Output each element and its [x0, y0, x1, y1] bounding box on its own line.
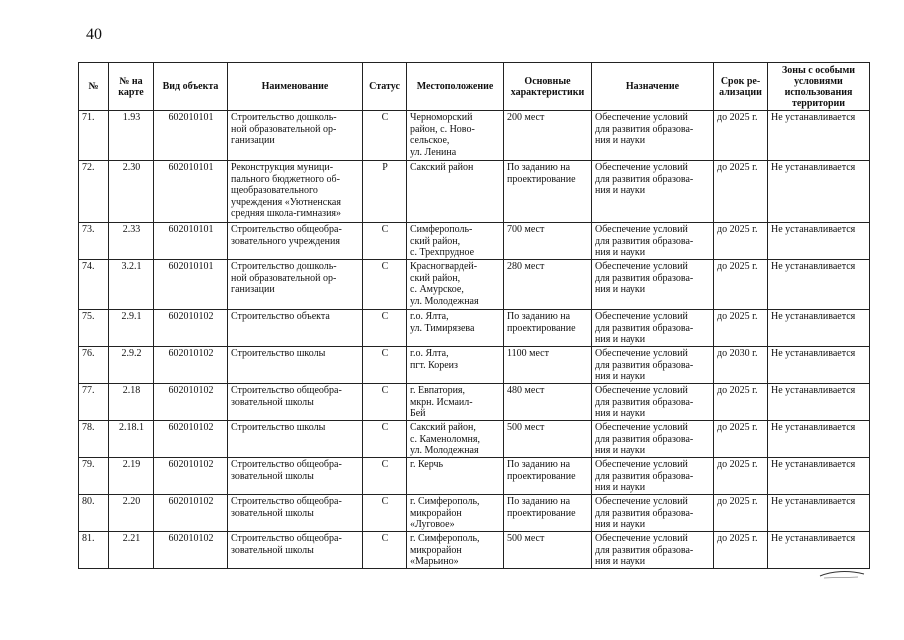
table-row — [79, 421, 870, 458]
cell-location-line: ул. Тимирязева — [410, 322, 475, 334]
cell-location-line: г. Керчь — [410, 459, 444, 470]
table-header-row — [79, 63, 870, 111]
cell-name — [228, 111, 363, 161]
cell-purpose-line: ния и науки — [595, 556, 646, 568]
cell-map-num: 2.9.1 — [109, 310, 154, 347]
cell-location-line: с. Каменоломня, — [410, 433, 480, 445]
cell-purpose-line: ния и науки — [595, 408, 646, 420]
cell-characteristics — [504, 223, 592, 260]
cell-name — [228, 161, 363, 223]
cell-characteristics — [504, 260, 592, 310]
cell-object-type: 602010102 — [154, 495, 228, 532]
cell-name-line: Строительство общеобра- — [231, 224, 342, 235]
cell-num: 76. — [79, 347, 109, 384]
cell-location-line: Черноморский — [410, 112, 473, 123]
cell-num: 74. — [79, 260, 109, 310]
table-row — [79, 111, 870, 161]
cell-location-line: г. Симферополь, — [410, 496, 480, 507]
cell-name-line: Строительство объекта — [231, 311, 330, 322]
cell-purpose-line: для развития образова- — [595, 470, 694, 482]
cell-location — [407, 260, 504, 310]
cell-num: 80. — [79, 495, 109, 532]
cell-object-type: 602010102 — [154, 458, 228, 495]
cell-purpose-line: ния и науки — [595, 185, 646, 197]
cell-characteristics-line: По заданию на — [507, 459, 571, 470]
cell-location-line: сельское, — [410, 135, 450, 147]
cell-map-num: 2.20 — [109, 495, 154, 532]
cell-purpose-line: для развития образова- — [595, 396, 694, 408]
cell-location-line: микрорайон — [410, 507, 462, 519]
cell-location-line: «Луговое» — [410, 519, 455, 531]
cell-purpose-line: ния и науки — [595, 519, 646, 531]
table-row — [79, 532, 870, 569]
cell-purpose-line: Обеспечение условий — [595, 311, 688, 322]
cell-characteristics-line: проектирование — [507, 470, 576, 482]
cell-status: С — [363, 458, 407, 495]
cell-characteristics-line: проектирование — [507, 507, 576, 519]
cell-name-line: Строительство общеобра- — [231, 385, 342, 396]
cell-purpose-line: ния и науки — [595, 371, 646, 383]
cell-location-line: Сакский район — [410, 162, 474, 173]
cell-purpose — [592, 111, 714, 161]
table-row — [79, 310, 870, 347]
table-row — [79, 347, 870, 384]
cell-map-num: 2.18.1 — [109, 421, 154, 458]
table-row — [79, 161, 870, 223]
cell-characteristics — [504, 310, 592, 347]
cell-status: С — [363, 495, 407, 532]
cell-name-line: Строительство дошколь- — [231, 261, 337, 272]
cell-object-type: 602010102 — [154, 421, 228, 458]
cell-purpose-line: Обеспечение условий — [595, 533, 688, 544]
cell-zones: Не устанавливается — [768, 384, 870, 421]
cell-map-num: 1.93 — [109, 111, 154, 161]
header-characteristics: Основные характеристики — [504, 63, 592, 111]
cell-map-num: 2.33 — [109, 223, 154, 260]
cell-deadline: до 2025 г. — [714, 111, 768, 161]
cell-name-line: ной образовательной ор- — [231, 272, 337, 284]
cell-purpose-line: ния и науки — [595, 247, 646, 259]
cell-name-line: ганизации — [231, 135, 275, 147]
cell-deadline: до 2025 г. — [714, 458, 768, 495]
cell-characteristics-line: 500 мест — [507, 422, 545, 433]
cell-location — [407, 458, 504, 495]
cell-purpose-line: для развития образова- — [595, 433, 694, 445]
cell-zones: Не устанавливается — [768, 458, 870, 495]
cell-location-line: г.о. Ялта, — [410, 348, 449, 359]
cell-deadline: до 2025 г. — [714, 495, 768, 532]
cell-num: 73. — [79, 223, 109, 260]
table-row — [79, 495, 870, 532]
cell-characteristics — [504, 347, 592, 384]
cell-location — [407, 532, 504, 569]
cell-name-line: Строительство дошколь- — [231, 112, 337, 123]
cell-status: С — [363, 260, 407, 310]
cell-location — [407, 310, 504, 347]
cell-characteristics-line: 200 мест — [507, 112, 545, 123]
cell-name-line: ганизации — [231, 284, 275, 296]
cell-characteristics — [504, 384, 592, 421]
cell-purpose — [592, 421, 714, 458]
cell-characteristics — [504, 421, 592, 458]
cell-characteristics-line: 1100 мест — [507, 348, 549, 359]
cell-zones: Не устанавливается — [768, 111, 870, 161]
cell-object-type: 602010101 — [154, 260, 228, 310]
table-body — [79, 111, 870, 569]
cell-characteristics — [504, 111, 592, 161]
cell-map-num: 2.30 — [109, 161, 154, 223]
cell-status: С — [363, 421, 407, 458]
header-object-type: Вид объекта — [154, 63, 228, 111]
cell-status: С — [363, 310, 407, 347]
cell-purpose-line: для развития образова- — [595, 507, 694, 519]
cell-location — [407, 111, 504, 161]
cell-purpose-line: Обеспечение условий — [595, 112, 688, 123]
cell-deadline: до 2025 г. — [714, 310, 768, 347]
cell-deadline: до 2025 г. — [714, 421, 768, 458]
cell-zones: Не устанавливается — [768, 310, 870, 347]
cell-num: 77. — [79, 384, 109, 421]
header-num: № — [79, 63, 109, 111]
cell-zones: Не устанавливается — [768, 495, 870, 532]
signature-mark — [818, 568, 868, 580]
cell-object-type: 602010101 — [154, 161, 228, 223]
cell-location-line: г.о. Ялта, — [410, 311, 449, 322]
cell-purpose-line: ния и науки — [595, 135, 646, 147]
cell-status: С — [363, 223, 407, 260]
cell-num: 71. — [79, 111, 109, 161]
cell-name-line: Строительство общеобра- — [231, 459, 342, 470]
cell-object-type: 602010101 — [154, 223, 228, 260]
cell-name-line: зовательной школы — [231, 507, 314, 519]
cell-deadline: до 2025 г. — [714, 223, 768, 260]
cell-name-line: Строительство школы — [231, 422, 326, 433]
cell-characteristics-line: проектирование — [507, 322, 576, 334]
table-row — [79, 384, 870, 421]
cell-characteristics-line: По заданию на — [507, 496, 571, 507]
cell-name — [228, 421, 363, 458]
cell-status: С — [363, 347, 407, 384]
cell-characteristics-line: По заданию на — [507, 311, 571, 322]
cell-name — [228, 532, 363, 569]
cell-zones: Не устанавливается — [768, 532, 870, 569]
cell-deadline: до 2025 г. — [714, 161, 768, 223]
cell-purpose — [592, 223, 714, 260]
cell-zones: Не устанавливается — [768, 223, 870, 260]
cell-deadline: до 2025 г. — [714, 260, 768, 310]
cell-zones: Не устанавливается — [768, 421, 870, 458]
cell-purpose-line: Обеспечение условий — [595, 261, 688, 272]
cell-map-num: 2.18 — [109, 384, 154, 421]
cell-purpose-line: ния и науки — [595, 334, 646, 346]
cell-map-num: 2.9.2 — [109, 347, 154, 384]
cell-deadline: до 2025 г. — [714, 384, 768, 421]
cell-characteristics-line: По заданию на — [507, 162, 571, 173]
cell-location — [407, 347, 504, 384]
cell-location — [407, 495, 504, 532]
cell-name-line: пального бюджетного об- — [231, 173, 340, 185]
cell-location — [407, 421, 504, 458]
cell-status: Р — [363, 161, 407, 223]
cell-purpose — [592, 384, 714, 421]
cell-characteristics-line: 500 мест — [507, 533, 545, 544]
cell-name-line: зовательной школы — [231, 544, 314, 556]
cell-location-line: ский район, — [410, 272, 461, 284]
cell-location-line: пгт. Кореиз — [410, 359, 458, 371]
page-number: 40 — [86, 26, 102, 43]
cell-name-line: щеобразовательного — [231, 185, 318, 197]
cell-purpose-line: Обеспечение условий — [595, 162, 688, 173]
cell-map-num: 2.19 — [109, 458, 154, 495]
cell-num: 72. — [79, 161, 109, 223]
cell-name-line: Строительство общеобра- — [231, 533, 342, 544]
cell-location-line: ский район, — [410, 235, 461, 247]
cell-purpose — [592, 347, 714, 384]
cell-name — [228, 495, 363, 532]
cell-name — [228, 223, 363, 260]
header-zones: Зоны с особыми условиями использования территории — [768, 63, 870, 111]
header-status: Статус — [363, 63, 407, 111]
cell-purpose-line: Обеспечение условий — [595, 496, 688, 507]
cell-purpose-line: ния и науки — [595, 445, 646, 457]
header-purpose: Назначение — [592, 63, 714, 111]
cell-purpose — [592, 310, 714, 347]
cell-status: С — [363, 532, 407, 569]
header-deadline: Срок ре- ализации — [714, 63, 768, 111]
cell-location — [407, 384, 504, 421]
cell-location — [407, 223, 504, 260]
cell-location-line: с. Трехпрудное — [410, 247, 475, 259]
cell-num: 78. — [79, 421, 109, 458]
cell-purpose-line: для развития образова- — [595, 544, 694, 556]
cell-location-line: микрорайон — [410, 544, 462, 556]
cell-name-line: учреждения «Уютненская — [231, 196, 341, 208]
cell-name-line: зовательной школы — [231, 470, 314, 482]
cell-location-line: г. Симферополь, — [410, 533, 480, 544]
cell-purpose — [592, 161, 714, 223]
cell-name — [228, 347, 363, 384]
cell-map-num: 2.21 — [109, 532, 154, 569]
cell-num: 79. — [79, 458, 109, 495]
cell-purpose-line: для развития образова- — [595, 123, 694, 135]
cell-name-line: Реконструкция муници- — [231, 162, 334, 173]
cell-characteristics-line: 280 мест — [507, 261, 545, 272]
cell-location-line: район, с. Ново- — [410, 123, 475, 135]
cell-purpose — [592, 260, 714, 310]
cell-purpose — [592, 495, 714, 532]
cell-object-type: 602010101 — [154, 111, 228, 161]
cell-location — [407, 161, 504, 223]
cell-purpose-line: ния и науки — [595, 284, 646, 296]
header-name: Наименование — [228, 63, 363, 111]
cell-characteristics — [504, 161, 592, 223]
table-row — [79, 223, 870, 260]
cell-num: 81. — [79, 532, 109, 569]
cell-deadline: до 2025 г. — [714, 532, 768, 569]
cell-deadline: до 2030 г. — [714, 347, 768, 384]
cell-name — [228, 458, 363, 495]
header-location: Местоположение — [407, 63, 504, 111]
table-row — [79, 458, 870, 495]
cell-purpose-line: Обеспечение условий — [595, 224, 688, 235]
cell-name-line: зовательного учреждения — [231, 235, 340, 247]
cell-name — [228, 384, 363, 421]
cell-object-type: 602010102 — [154, 532, 228, 569]
cell-name-line: Строительство школы — [231, 348, 326, 359]
cell-location-line: Красногвардей- — [410, 261, 478, 272]
cell-location-line: Симферополь- — [410, 224, 473, 235]
cell-name-line: Строительство общеобра- — [231, 496, 342, 507]
cell-purpose-line: для развития образова- — [595, 322, 694, 334]
cell-location-line: Сакский район, — [410, 422, 476, 433]
cell-location-line: ул. Ленина — [410, 146, 457, 158]
cell-purpose-line: для развития образова- — [595, 235, 694, 247]
cell-name-line: зовательной школы — [231, 396, 314, 408]
cell-num: 75. — [79, 310, 109, 347]
cell-purpose-line: Обеспечение условий — [595, 348, 688, 359]
cell-characteristics — [504, 458, 592, 495]
cell-characteristics-line: 700 мест — [507, 224, 545, 235]
cell-object-type: 602010102 — [154, 310, 228, 347]
cell-purpose-line: Обеспечение условий — [595, 422, 688, 433]
cell-map-num: 3.2.1 — [109, 260, 154, 310]
cell-purpose-line: для развития образова- — [595, 272, 694, 284]
cell-location-line: ул. Молодежная — [410, 295, 479, 307]
table-row — [79, 260, 870, 310]
cell-purpose — [592, 532, 714, 569]
cell-characteristics-line: 480 мест — [507, 385, 545, 396]
cell-object-type: 602010102 — [154, 347, 228, 384]
cell-location-line: г. Евпатория, — [410, 385, 466, 396]
cell-purpose-line: Обеспечение условий — [595, 459, 688, 470]
cell-status: С — [363, 384, 407, 421]
cell-location-line: мкрн. Исмаил- — [410, 396, 473, 408]
cell-name-line: ной образовательной ор- — [231, 123, 337, 135]
cell-location-line: с. Амурское, — [410, 284, 464, 296]
cell-purpose — [592, 458, 714, 495]
cell-name-line: средняя школа-гимназия» — [231, 208, 342, 220]
cell-zones: Не устанавливается — [768, 161, 870, 223]
objects-table — [78, 62, 870, 569]
cell-characteristics — [504, 495, 592, 532]
cell-location-line: «Марьино» — [410, 556, 459, 568]
cell-status: С — [363, 111, 407, 161]
cell-characteristics-line: проектирование — [507, 173, 576, 185]
cell-name — [228, 310, 363, 347]
cell-location-line: ул. Молодежная — [410, 445, 479, 457]
cell-purpose-line: для развития образова- — [595, 359, 694, 371]
header-map-num: № на карте — [109, 63, 154, 111]
cell-characteristics — [504, 532, 592, 569]
cell-purpose-line: ния и науки — [595, 482, 646, 494]
cell-purpose-line: Обеспечение условий — [595, 385, 688, 396]
cell-zones: Не устанавливается — [768, 260, 870, 310]
cell-location-line: Бей — [410, 408, 426, 420]
cell-zones: Не устанавливается — [768, 347, 870, 384]
cell-purpose-line: для развития образова- — [595, 173, 694, 185]
cell-name — [228, 260, 363, 310]
cell-object-type: 602010102 — [154, 384, 228, 421]
